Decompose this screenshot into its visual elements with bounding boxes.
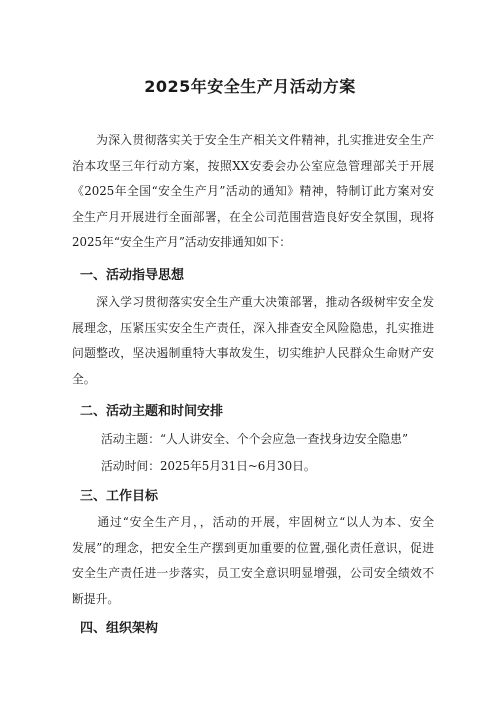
guiding-ideology-paragraph xyxy=(72,290,434,392)
intro-line: 治本攻坚三年行动方案，按照XX安委会办公室应急管理部关于开展 xyxy=(72,158,434,173)
paragraph-line: 通过“安全生产月，，活动的开展，牢固树立“以人为本、安全 xyxy=(72,515,434,529)
paragraph-line: 问题整改，坚决遏制重特大事故发生，切实维护人民群众生命财产安 xyxy=(72,346,434,360)
section-heading-organization: 四、组织架构 xyxy=(80,621,159,636)
paragraph-line: 展理念，压紧压实安全生产责任，深入排查安全风险隐患，扎实推进 xyxy=(72,320,434,335)
section-heading-guiding-ideology: 一、活动指导思想 xyxy=(80,268,185,283)
section-heading-theme-and-schedule: 二、活动主题和时间安排 xyxy=(80,404,224,419)
activity-time: 活动时间：2025年5月31日~6月30日。 xyxy=(101,459,316,473)
paragraph-line: 断提升。 xyxy=(72,591,120,606)
paragraph-line: 全。 xyxy=(72,371,96,386)
activity-theme: 活动主题：“人人讲安全、个个会应急一查找身边安全隐患” xyxy=(101,432,408,446)
section-heading-work-goals: 三、工作目标 xyxy=(80,489,159,504)
intro-line: 2025年“安全生产月”活动安排通知如下： xyxy=(72,235,292,249)
intro-line: 全生产月开展进行全面部署，在全公司范围营造良好安全氛围，现将 xyxy=(72,209,434,224)
paragraph-line: 安全生产责任进一步落实，员工安全意识明显增强，公司安全绩效不 xyxy=(72,566,434,580)
intro-line: 《2025年全国“安全生产月”活动的通知》精神，特制订此方案对安 xyxy=(72,184,434,198)
intro-paragraph xyxy=(72,128,434,256)
paragraph-line: 发展”的理念，把安全生产摆到更加重要的位置,强化责任意识，促进 xyxy=(72,540,434,555)
intro-line: 为深入贯彻落实关于安全生产相关文件精神，扎实推进安全生产 xyxy=(72,133,434,147)
work-goals-paragraph xyxy=(72,510,434,612)
document-title: 2025年安全生产月活动方案 xyxy=(144,77,356,96)
paragraph-line: 深入学习贯彻落实安全生产重大决策部署，推动各级树牢安全发 xyxy=(72,295,434,309)
